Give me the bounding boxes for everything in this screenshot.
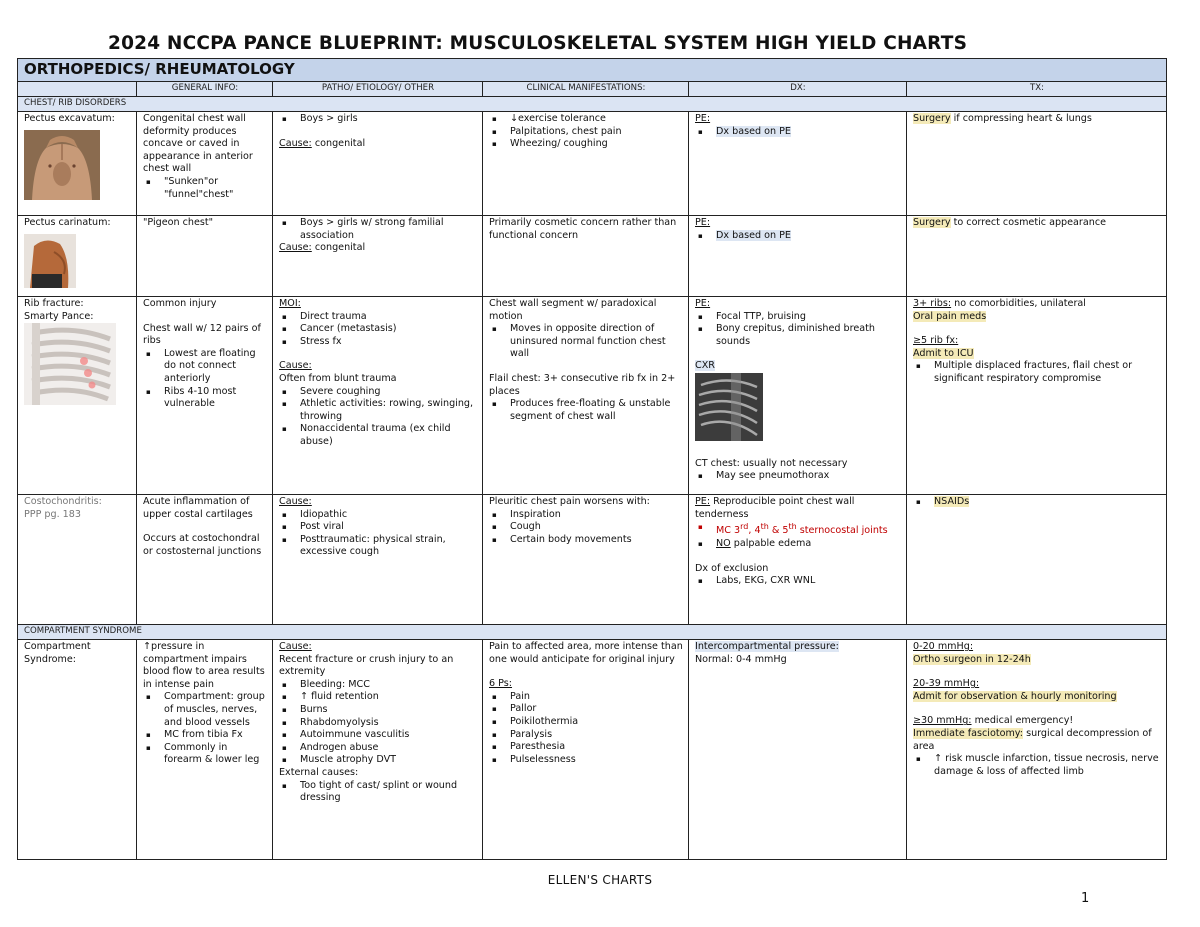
list-item: ▪ Compartment: group of muscles, nerves, and blood vessels	[164, 691, 267, 729]
cause-label: Cause:	[279, 137, 312, 149]
list-item: ▪ Autoimmune vasculitis	[300, 729, 477, 742]
tx-highlight: Immediate fasciotomy:	[913, 727, 1024, 739]
patho-cell	[273, 297, 483, 495]
list-item: ▪ Focal TTP, bruising	[716, 311, 901, 324]
list-item: ▪ Palpitations, chest pain	[510, 126, 683, 139]
list-item: ▪ Paralysis	[510, 729, 683, 742]
tx-highlight: Admit for observation & hourly monitoring	[913, 690, 1117, 702]
general-info-cell	[137, 216, 273, 297]
column-header-patho: PATHO/ ETIOLOGY/ OTHER	[273, 82, 483, 97]
dx-cell	[689, 495, 907, 625]
tx-label: 3+ ribs:	[913, 298, 952, 309]
rib-cage-illustration	[24, 323, 116, 405]
general-text: "Pigeon chest"	[143, 217, 214, 228]
tx-label: ≥5 rib fx:	[913, 335, 959, 347]
tx-highlight: Oral pain meds	[913, 310, 987, 322]
tx-highlight: Surgery	[913, 217, 951, 228]
column-header-general: GENERAL INFO:	[137, 82, 273, 97]
list-item: ▪ Labs, EKG, CXR WNL	[716, 575, 901, 588]
general-text: Acute inflammation of upper costal cartilages	[143, 496, 253, 520]
general-info-cell	[137, 640, 273, 860]
table-row-pectus-excavatum	[18, 112, 1167, 216]
dx-text: Dx based on PE	[716, 229, 791, 241]
table-row-rib-fracture	[18, 297, 1167, 495]
dx-exclusion: Dx of exclusion	[695, 562, 769, 574]
list-item: ▪ Pain	[510, 691, 683, 704]
list-item: ▪ Post viral	[300, 521, 477, 534]
list-item: ▪ "Sunken"or "funnel"chest"	[164, 176, 267, 201]
tx-text: no comorbidities, unilateral	[951, 298, 1086, 309]
list-item: ▪ Androgen abuse	[300, 742, 477, 755]
list-item: ▪ Burns	[300, 704, 477, 717]
tx-text: if compressing heart & lungs	[950, 113, 1092, 124]
condition-cell	[18, 297, 137, 495]
moi-label: MOI:	[279, 298, 301, 309]
patho-cell	[273, 640, 483, 860]
list-item-red: ▪ MC 3rd, 4th & 5th sternocostal joints	[716, 521, 901, 538]
list-item: ▪ Poikilothermia	[510, 716, 683, 729]
category-label-compartment: COMPARTMENT SYNDROME	[18, 625, 1167, 640]
list-item: ▪ Nonaccidental trauma (ex child abuse)	[300, 423, 477, 448]
list-item: ▪ Boys > girls	[300, 113, 477, 126]
table-row-costochondritis	[18, 495, 1167, 625]
list-item: ▪ Multiple displaced fractures, flail chest or significant respiratory compromise	[934, 360, 1161, 385]
tx-text: to correct cosmetic appearance	[950, 217, 1106, 228]
clinical-cell	[483, 216, 689, 297]
clinical-cell	[483, 112, 689, 216]
tx-label: 20-39 mmHg:	[913, 678, 980, 690]
dx-cell	[689, 216, 907, 297]
pe-label: PE:	[695, 298, 711, 309]
clinical-cell	[483, 297, 689, 495]
list-item: ▪ NO palpable edema	[716, 538, 901, 551]
condition-name: Compartment Syndrome:	[24, 641, 91, 665]
clinical-cell	[483, 495, 689, 625]
list-item: ▪ Stress fx	[300, 336, 477, 349]
chest-photo-image	[24, 130, 100, 200]
condition-subname: PPP pg. 183	[24, 508, 81, 520]
musculoskeletal-chart-table	[17, 58, 1167, 860]
patho-cell	[273, 495, 483, 625]
list-item: ▪ Cough	[510, 521, 683, 534]
list-item: ▪ Inspiration	[510, 509, 683, 522]
external-causes-label: External causes:	[279, 766, 359, 778]
list-item: ▪ Moves in opposite direction of uninsured normal function chest wall	[510, 323, 683, 361]
list-item: ▪ Lowest are floating do not connect anteriorly	[164, 348, 267, 386]
cause-label: Cause:	[279, 360, 312, 372]
list-item: ▪ Too tight of cast/ splint or wound dressing	[300, 780, 477, 805]
cause-text: Often from blunt trauma	[279, 372, 397, 384]
dx-cell	[689, 112, 907, 216]
patho-cell	[273, 216, 483, 297]
list-item: ▪ Commonly in forearm & lower leg	[164, 742, 267, 767]
tx-cell	[907, 495, 1167, 625]
document-title: 2024 NCCPA PANCE BLUEPRINT: MUSCULOSKELETAL SYSTEM HIGH YIELD CHARTS	[108, 33, 968, 54]
tx-text: surgical decompression of area	[913, 727, 1152, 752]
condition-name: Pectus carinatum:	[24, 217, 111, 228]
tx-highlight: Surgery	[913, 113, 951, 124]
list-item: ▪ Pallor	[510, 703, 683, 716]
cause-label: Cause:	[279, 242, 312, 254]
list-item: ▪ Cancer (metastasis)	[300, 323, 477, 336]
list-item: ▪ ↑ risk muscle infarction, tissue necrosis, nerve damage & loss of affected limb	[934, 753, 1161, 778]
pe-label: PE:	[695, 496, 711, 507]
category-label-chest: CHEST/ RIB DISORDERS	[18, 97, 1167, 112]
clinical-text: Flail chest: 3+ consecutive rib fx in 2+ places	[489, 372, 676, 397]
list-item: ▪ MC from tibia Fx	[164, 729, 267, 742]
dx-highlight: Intercompartmental pressure:	[695, 641, 839, 652]
list-item: ▪ Bleeding: MCC	[300, 679, 477, 692]
general-info-cell	[137, 112, 273, 216]
cause-label: Cause:	[279, 641, 312, 652]
condition-name: Costochondritis:	[24, 496, 102, 507]
pe-label: PE:	[695, 217, 711, 228]
column-header-row	[18, 82, 1167, 97]
footer-label: ELLEN'S CHARTS	[547, 873, 653, 887]
condition-name: Pectus excavatum:	[24, 113, 115, 124]
clinical-text: Primarily cosmetic concern rather than functional concern	[489, 217, 677, 241]
general-info-cell	[137, 495, 273, 625]
dx-cell	[689, 297, 907, 495]
general-info-cell	[137, 297, 273, 495]
category-row-chest	[18, 97, 1167, 112]
general-text: Common injury	[143, 298, 217, 309]
condition-cell	[18, 112, 137, 216]
clinical-text: Pleuritic chest pain worsens with:	[489, 496, 650, 507]
list-item: ▪ Ribs 4-10 most vulnerable	[164, 386, 267, 411]
list-item: ▪ Muscle atrophy DVT	[300, 754, 477, 767]
cause-text: congenital	[311, 242, 366, 254]
table-row-pectus-carinatum	[18, 216, 1167, 297]
list-item: ▪ Athletic activities: rowing, swinging, throwing	[300, 398, 477, 423]
tx-highlight: Ortho surgeon in 12-24h	[913, 653, 1031, 665]
condition-cell	[18, 495, 137, 625]
tx-cell	[907, 112, 1167, 216]
condition-cell	[18, 216, 137, 297]
column-header-clinical: CLINICAL MANIFESTATIONS:	[483, 82, 689, 97]
dx-text: Reproducible point chest wall tenderness	[695, 496, 855, 520]
list-item: ▪ Rhabdomyolysis	[300, 717, 477, 730]
section-header-row	[18, 59, 1167, 82]
chest-xray-image	[695, 373, 763, 441]
list-item: ▪ ↑ fluid retention	[300, 691, 477, 704]
tx-cell	[907, 640, 1167, 860]
tx-label: ≥30 mmHg:	[913, 715, 972, 727]
chest-side-photo-image	[24, 234, 76, 288]
dx-normal: Normal: 0-4 mmHg	[695, 653, 787, 665]
list-item: ▪ Idiopathic	[300, 509, 477, 522]
cause-text: congenital	[311, 137, 366, 149]
cause-text: Recent fracture or crush injury to an extremity	[279, 653, 454, 678]
cxr-label: CXR	[695, 360, 715, 372]
dx-text: Dx based on PE	[716, 125, 791, 137]
column-header-tx: TX:	[907, 82, 1167, 97]
general-text: Chest wall w/ 12 pairs of ribs	[143, 322, 261, 347]
ct-text: CT chest: usually not necessary	[695, 457, 848, 469]
list-item: ▪ Bony crepitus, diminished breath sounds	[716, 323, 901, 348]
condition-subname: Smarty Pance:	[24, 310, 94, 322]
column-header-blank	[18, 82, 137, 97]
clinical-text: Pain to affected area, more intense than one would anticipate for original injury	[489, 641, 683, 665]
condition-name: Rib fracture:	[24, 298, 84, 309]
tx-cell	[907, 216, 1167, 297]
list-item: ▪ Boys > girls w/ strong familial association	[300, 217, 477, 242]
table-row-compartment-syndrome	[18, 640, 1167, 860]
general-text: Congenital chest wall deformity produces concave or caved in appearance in anterior chest wall	[143, 113, 253, 175]
tx-cell	[907, 297, 1167, 495]
clinical-cell	[483, 640, 689, 860]
general-text: Occurs at costochondral or costosternal junctions	[143, 533, 262, 557]
cause-label: Cause:	[279, 496, 312, 507]
list-item: ▪ ↓exercise tolerance	[510, 113, 683, 126]
list-item: ▪ Direct trauma	[300, 311, 477, 324]
category-row-compartment	[18, 625, 1167, 640]
six-ps-label: 6 Ps:	[489, 678, 513, 690]
patho-cell	[273, 112, 483, 216]
column-header-dx: DX:	[689, 82, 907, 97]
clinical-text: Chest wall segment w/ paradoxical motion	[489, 298, 657, 322]
tx-text: medical emergency!	[971, 715, 1074, 727]
page-number: 1	[1081, 891, 1090, 906]
section-title: ORTHOPEDICS/ RHEUMATOLOGY	[18, 59, 1167, 82]
tx-label: 0-20 mmHg:	[913, 641, 974, 652]
tx-highlight: NSAIDs	[934, 496, 970, 507]
list-item: ▪ Wheezing/ coughing	[510, 138, 683, 151]
list-item: ▪ Produces free-floating & unstable segment of chest wall	[510, 398, 683, 423]
list-item: ▪ Certain body movements	[510, 534, 683, 547]
pe-label: PE:	[695, 113, 711, 124]
list-item: ▪ Paresthesia	[510, 741, 683, 754]
general-text: ↑pressure in compartment impairs blood flow to area results in intense pain	[143, 641, 265, 690]
list-item: ▪ Severe coughing	[300, 386, 477, 399]
list-item: ▪ May see pneumothorax	[716, 470, 901, 483]
list-item: ▪ Pulselessness	[510, 754, 683, 767]
list-item: ▪ Posttraumatic: physical strain, excessive cough	[300, 534, 477, 559]
dx-cell	[689, 640, 907, 860]
condition-cell	[18, 640, 137, 860]
tx-highlight: Admit to ICU	[913, 347, 974, 359]
